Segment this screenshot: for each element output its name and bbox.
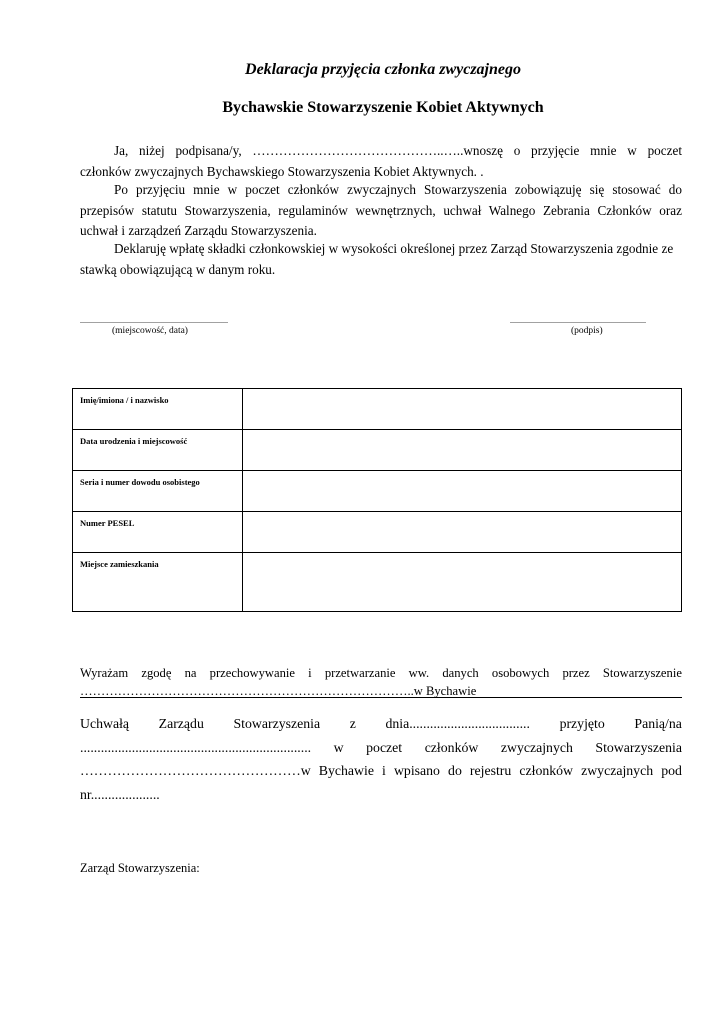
resolution-line-3 bbox=[80, 759, 682, 783]
consent-word: i bbox=[308, 666, 312, 680]
resolution-word: przyjęto bbox=[559, 716, 605, 731]
data-consent-statement bbox=[80, 664, 682, 700]
table-row bbox=[73, 512, 682, 553]
resolution-line-1 bbox=[80, 712, 682, 736]
pesel-field[interactable] bbox=[243, 512, 682, 553]
board-resolution-section bbox=[80, 712, 682, 806]
declaration-paragraph-1 bbox=[80, 141, 682, 182]
resolution-word: i bbox=[382, 763, 386, 779]
resolution-word: wpisano bbox=[393, 763, 440, 779]
declaration-paragraph-2-text: Po przyjęciu mnie w poczet członków zwyczajnych Stowarzyszenia zobowiązuję się stosować do przepisów statutu Stowarzyszenia, regulaminów wewnętrznych, uchwał Walnego Zebrania Członków oraz uchwał i zarządzeń Zarządu Stowarzyszenia. bbox=[80, 182, 682, 239]
declaration-paragraph-2 bbox=[80, 180, 682, 242]
name-label: Imię/imiona / i nazwisko bbox=[73, 389, 243, 430]
declaration-paragraph-3-text: Deklaruję wpłatę składki członkowskiej w wysokości określonej przez Zarząd Stowarzyszenia zgodnie ze stawką obowiązującą w danym roku. bbox=[80, 241, 674, 277]
consent-word: osobowych bbox=[491, 666, 550, 680]
table-row bbox=[73, 430, 682, 471]
address-field[interactable] bbox=[243, 553, 682, 612]
resolution-registry-number: nr.................... bbox=[80, 786, 160, 802]
consent-word: Wyrażam bbox=[80, 666, 129, 680]
resolution-word: zwyczajnych bbox=[500, 739, 573, 755]
document-title: Bychawskie Stowarzyszenie Kobiet Aktywnych bbox=[222, 99, 544, 116]
address-label: Miejsce zamieszkania bbox=[73, 553, 243, 612]
birth-date-place-label: Data urodzenia i miejscowość bbox=[73, 430, 243, 471]
resolution-name-dotted-field: ................................................................... bbox=[80, 739, 312, 755]
consent-word: na bbox=[184, 666, 197, 680]
document-subtitle-italic: Deklaracja przyjęcia członka zwyczajnego bbox=[245, 61, 521, 78]
resolution-word: Zarządu bbox=[158, 716, 204, 731]
place-date-dotted-line: .......................................................................... bbox=[80, 316, 228, 325]
resolution-line-2 bbox=[80, 736, 682, 760]
resolution-word: pod bbox=[661, 763, 682, 779]
pesel-label: Numer PESEL bbox=[73, 512, 243, 553]
declaration-paragraph-3 bbox=[80, 239, 682, 280]
declaration-line-1 bbox=[80, 141, 682, 162]
board-signature-label: Zarząd Stowarzyszenia: bbox=[80, 861, 200, 875]
id-card-number-field[interactable] bbox=[243, 471, 682, 512]
resolution-word: do bbox=[448, 763, 462, 779]
resolution-word: członków bbox=[519, 763, 574, 779]
id-card-number-label: Seria i numer dowodu osobistego bbox=[73, 471, 243, 512]
consent-word: Stowarzyszenie bbox=[602, 666, 682, 680]
signature-caption: (podpis) bbox=[571, 326, 603, 336]
resolution-word: Bychawie bbox=[318, 763, 374, 779]
birth-date-place-field[interactable] bbox=[243, 430, 682, 471]
consent-line-1 bbox=[80, 664, 682, 682]
consent-word: zgodę bbox=[141, 666, 172, 680]
member-data-table bbox=[72, 388, 682, 612]
declaration-line-1-text: Ja, niżej podpisana/y, ……………………………………..…..wnoszę o przyjęcie mnie w poczet bbox=[114, 143, 682, 158]
resolution-word: Panią/na bbox=[634, 716, 682, 731]
resolution-word: w bbox=[333, 739, 344, 755]
consent-word: ww. bbox=[408, 666, 430, 680]
consent-word: przechowywanie bbox=[209, 666, 295, 680]
resolution-word: Uchwałą bbox=[80, 716, 130, 731]
resolution-word: Stowarzyszenia bbox=[233, 716, 321, 731]
resolution-word: rejestru bbox=[469, 763, 512, 779]
name-field[interactable] bbox=[243, 389, 682, 430]
resolution-word: zwyczajnych bbox=[581, 763, 654, 779]
divider bbox=[80, 697, 682, 698]
table-row bbox=[73, 389, 682, 430]
signature-dotted-line: .................................................................... bbox=[510, 316, 646, 325]
consent-line-2: ……………………………………………………………………..w Bychawie bbox=[80, 684, 477, 698]
consent-word: danych bbox=[442, 666, 479, 680]
place-date-caption: (miejscowość, data) bbox=[112, 326, 188, 336]
declaration-line-2: członków zwyczajnych Bychawskiego Stowarzyszenia Kobiet Aktywnych. . bbox=[80, 163, 484, 179]
consent-word: przetwarzanie bbox=[324, 666, 396, 680]
resolution-word: członków bbox=[424, 739, 479, 755]
table-row bbox=[73, 471, 682, 512]
resolution-word: poczet bbox=[366, 739, 403, 755]
resolution-word: …………………………………………w bbox=[80, 763, 311, 779]
consent-word: przez bbox=[562, 666, 590, 680]
resolution-date-dotted-field: dnia................................... bbox=[385, 716, 530, 731]
table-row bbox=[73, 553, 682, 612]
resolution-word: z bbox=[349, 716, 356, 731]
resolution-word: Stowarzyszenia bbox=[595, 739, 682, 755]
